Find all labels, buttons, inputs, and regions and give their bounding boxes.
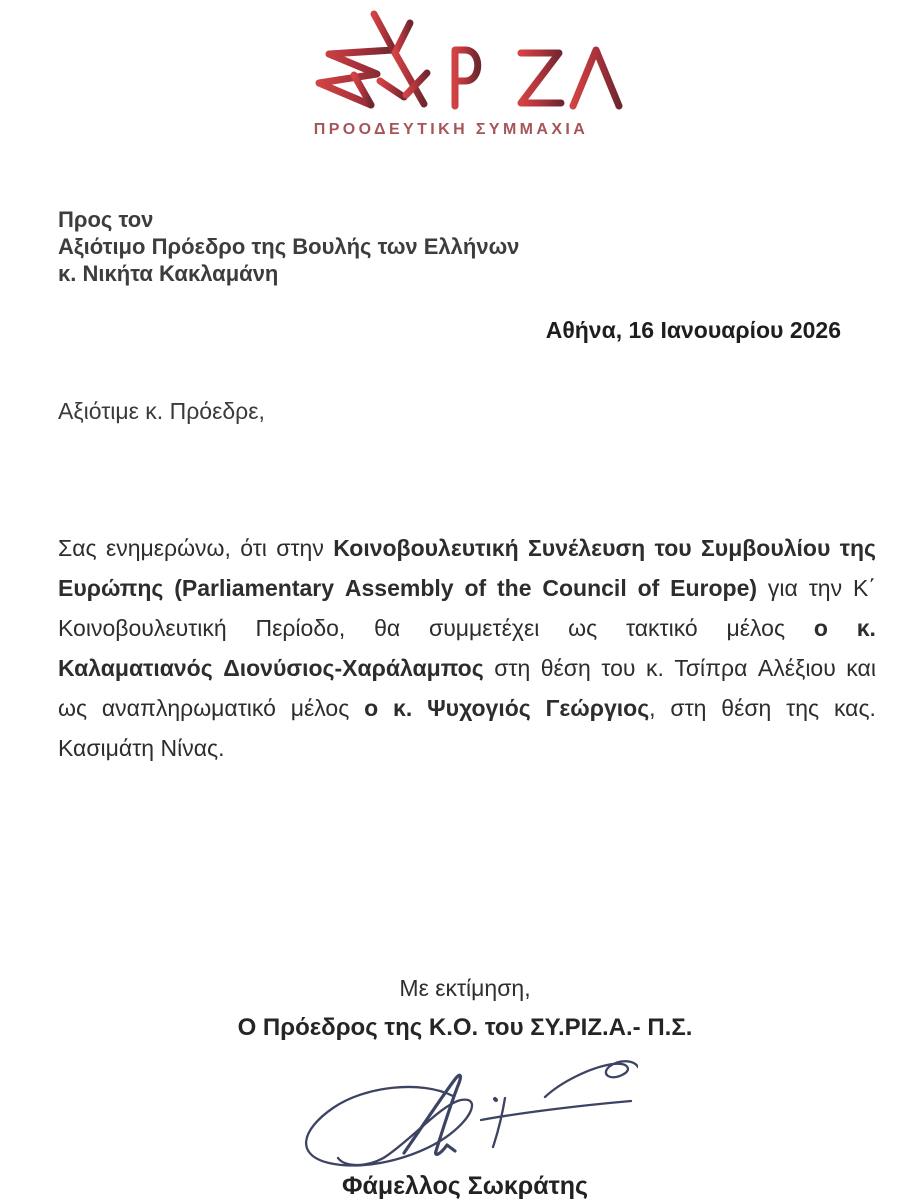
body-word: Assembly [344, 575, 454, 601]
body-word: Διονύσιος-Χαράλαμπος [223, 655, 484, 681]
body-word: Europe) [670, 575, 758, 601]
body-word: κ. [393, 695, 413, 721]
recipient-line-3: κ. Νικήτα Κακλαμάνη [58, 261, 279, 286]
body-word: ο [813, 615, 828, 641]
body-word: the [497, 575, 532, 601]
recipient-line-1: Προς τον [58, 207, 154, 232]
body-word: στη [670, 695, 707, 721]
body-word: Ευρώπης [58, 575, 164, 601]
body-word: (Parliamentary [174, 575, 335, 601]
body-word: της [786, 695, 820, 721]
body-word: στην [276, 535, 324, 561]
body-word: θα [374, 615, 401, 641]
body-word: Κασιμάτη [58, 735, 155, 761]
body-word: ως [58, 695, 88, 721]
body-word: για [767, 575, 798, 601]
syriza-logo [293, 4, 623, 116]
body-word: στη [494, 655, 531, 681]
body-word: ως [568, 615, 598, 641]
logo-subtitle: ΠΡΟΟΔΕΥΤΙΚΗ ΣΥΜΜΑΧΙΑ [313, 121, 589, 138]
star-sigma-wordmark-icon [319, 14, 619, 106]
body-word: κ. [856, 615, 876, 641]
body-word: Συμβουλίου [701, 535, 831, 561]
body-word: του [601, 655, 636, 681]
body-word: κ. [645, 655, 664, 681]
body-word: αναπληρωματικό [101, 695, 276, 721]
body-line [58, 728, 876, 768]
body-word: και [846, 655, 876, 681]
body-word: Ψυχογιός [427, 695, 531, 721]
body-word: συμμετέχει [429, 615, 540, 641]
closing-block [28, 975, 902, 1042]
body-line [58, 528, 876, 568]
body-word: τακτικό [625, 615, 698, 641]
handwritten-signature [293, 1056, 638, 1174]
body-word: Κοινοβουλευτική [333, 535, 519, 561]
body-word: την [808, 575, 843, 601]
body-line [58, 688, 876, 728]
body-word: ενημερώνω, [105, 535, 231, 561]
body-word: κας. [833, 695, 876, 721]
body-word: ότι [240, 535, 267, 561]
body-word: μέλος [290, 695, 350, 721]
body-word: της [839, 535, 876, 561]
body-word: θέση [540, 655, 591, 681]
body-word: Κοινοβουλευτική [58, 615, 227, 641]
recipient-line-2: Αξιότιμο Πρόεδρο της Βουλής των Ελλήνων [58, 234, 520, 259]
body-word: Τσίπρα [674, 655, 748, 681]
body-word: Περίοδο, [255, 615, 346, 641]
signer-title: Ο Πρόεδρος της Κ.Ο. του ΣΥ.ΡΙΖ.Α.- Π.Σ. [237, 1014, 693, 1041]
body-line [58, 648, 876, 688]
body-word: του [654, 535, 692, 561]
body-word: Νίνας. [160, 735, 225, 761]
recipient-block [58, 206, 519, 287]
body-line [58, 568, 876, 608]
body-word: Αλέξιου [757, 655, 836, 681]
salutation: Αξιότιμε κ. Πρόεδρε, [58, 398, 265, 424]
signer-name: Φάμελλος Σωκράτης [341, 1172, 589, 1200]
body-word: of [637, 575, 660, 601]
body-word: Κ΄ [852, 575, 876, 601]
dateline: Αθήνα, 16 Ιανουαρίου 2026 [545, 317, 841, 343]
body-word: θέση [721, 695, 772, 721]
body-word: Γεώργιος, [545, 695, 656, 721]
body-line [58, 608, 876, 648]
signature-strokes [306, 1061, 638, 1165]
body-word: Σας [58, 535, 97, 561]
valediction: Με εκτίμηση, [399, 975, 531, 1001]
body-word: ο [364, 695, 379, 721]
letter-body [58, 528, 876, 768]
body-word: Council [542, 575, 627, 601]
body-word: Συνέλευση [528, 535, 646, 561]
body-word: of [464, 575, 487, 601]
body-word: Καλαματιανός [58, 655, 213, 681]
body-word: μέλος [726, 615, 786, 641]
